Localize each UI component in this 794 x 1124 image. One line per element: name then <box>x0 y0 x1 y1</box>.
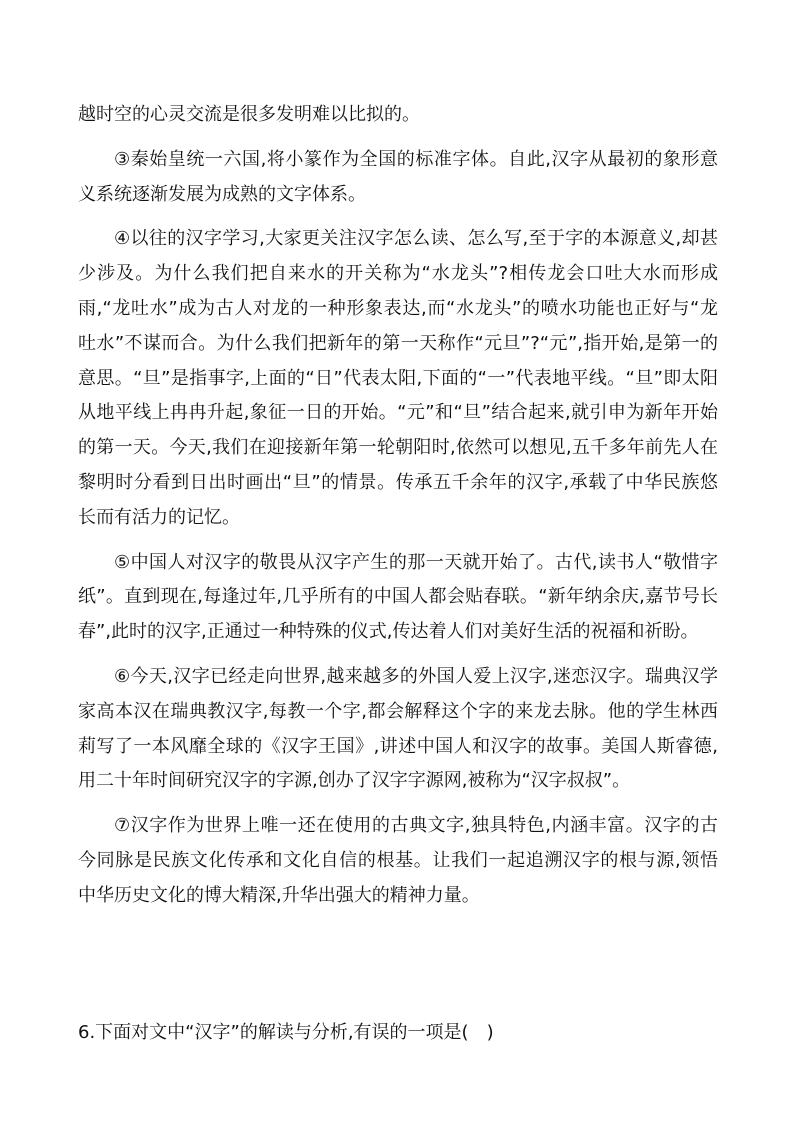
paragraph-5 <box>78 546 718 650</box>
text-line: 纸”。直到现在,每逢过年,几乎所有的中国人都会贴春联。“新年纳余庆,嘉节号长 <box>78 586 718 608</box>
text-line: 意思。“旦”是指事字,上面的“日”代表太阳,下面的“一”代表地平线。“旦”即太阳 <box>78 367 718 389</box>
text-line: 今同脉是民族文化传承和文化自信的根基。让我们一起追溯汉字的根与源,领悟 <box>78 849 718 871</box>
paragraph-3 <box>78 143 718 213</box>
text-line: ⑥今天,汉字已经走向世界,越来越多的外国人爱上汉字,迷恋汉字。瑞典汉学 <box>114 665 718 687</box>
text-line: 莉写了一本风靡全球的《汉字王国》,讲述中国人和汉字的故事。美国人斯睿德, <box>78 735 718 757</box>
text-line: 中华历史文化的博大精深,升华出强大的精神力量。 <box>78 884 480 906</box>
text-line: 春”,此时的汉字,正通过一种特殊的仪式,传达着人们对美好生活的祝福和祈盼。 <box>78 621 699 643</box>
passage-text <box>78 98 718 914</box>
text-line: 吐水”不谋而合。为什么我们把新年的第一天称作“元旦”?“元”,指开始,是第一的 <box>78 332 718 354</box>
text-line: 雨,“龙吐水”成为古人对龙的一种形象表达,而“水龙头”的喷水功能也正好与“龙 <box>78 297 718 319</box>
paragraph-continuation <box>78 98 718 133</box>
question-6: 6.下面对文中“汉字”的解读与分析,有误的一项是( ) <box>78 1022 494 1043</box>
paragraph-4 <box>78 222 718 535</box>
text-line: 义系统逐渐发展为成熟的文字体系。 <box>78 183 366 205</box>
text-line: 的第一天。今天,我们在迎接新年第一轮朝阳时,依然可以想见,五千多年前先人在 <box>78 437 718 459</box>
text-line: 长而有活力的记忆。 <box>78 506 240 528</box>
text-line: 越时空的心灵交流是很多发明难以比拟的。 <box>78 104 420 125</box>
text-line: 从地平线上冉冉升起,象征一日的开始。“元”和“旦”结合起来,就引申为新年开始 <box>78 402 718 424</box>
text-line: ⑦汉字作为世界上唯一还在使用的古典文字,独具特色,内涵丰富。汉字的古 <box>114 815 718 837</box>
text-line: ③秦始皇统一六国,将小篆作为全国的标准字体。自此,汉字从最初的象形意 <box>114 148 718 170</box>
text-line: ④以往的汉字学习,大家更关注汉字怎么读、怎么写,至于字的本源意义,却甚 <box>114 228 718 250</box>
paragraph-6 <box>78 660 718 799</box>
text-line: ⑤中国人对汉字的敬畏从汉字产生的那一天就开始了。古代,读书人“敬惜字 <box>114 551 718 573</box>
text-line: 黎明时分看到日出时画出“旦”的情景。传承五千余年的汉字,承载了中华民族悠 <box>78 471 718 493</box>
text-line: 家高本汉在瑞典教汉字,每教一个字,都会解释这个字的来龙去脉。他的学生林西 <box>78 700 718 722</box>
paragraph-7 <box>78 809 718 913</box>
text-line: 用二十年时间研究汉字的字源,创办了汉字字源网,被称为“汉字叔叔”。 <box>78 770 631 792</box>
text-line: 少涉及。为什么我们把自来水的开关称为“水龙头”?相传龙会口吐大水而形成 <box>78 263 718 285</box>
